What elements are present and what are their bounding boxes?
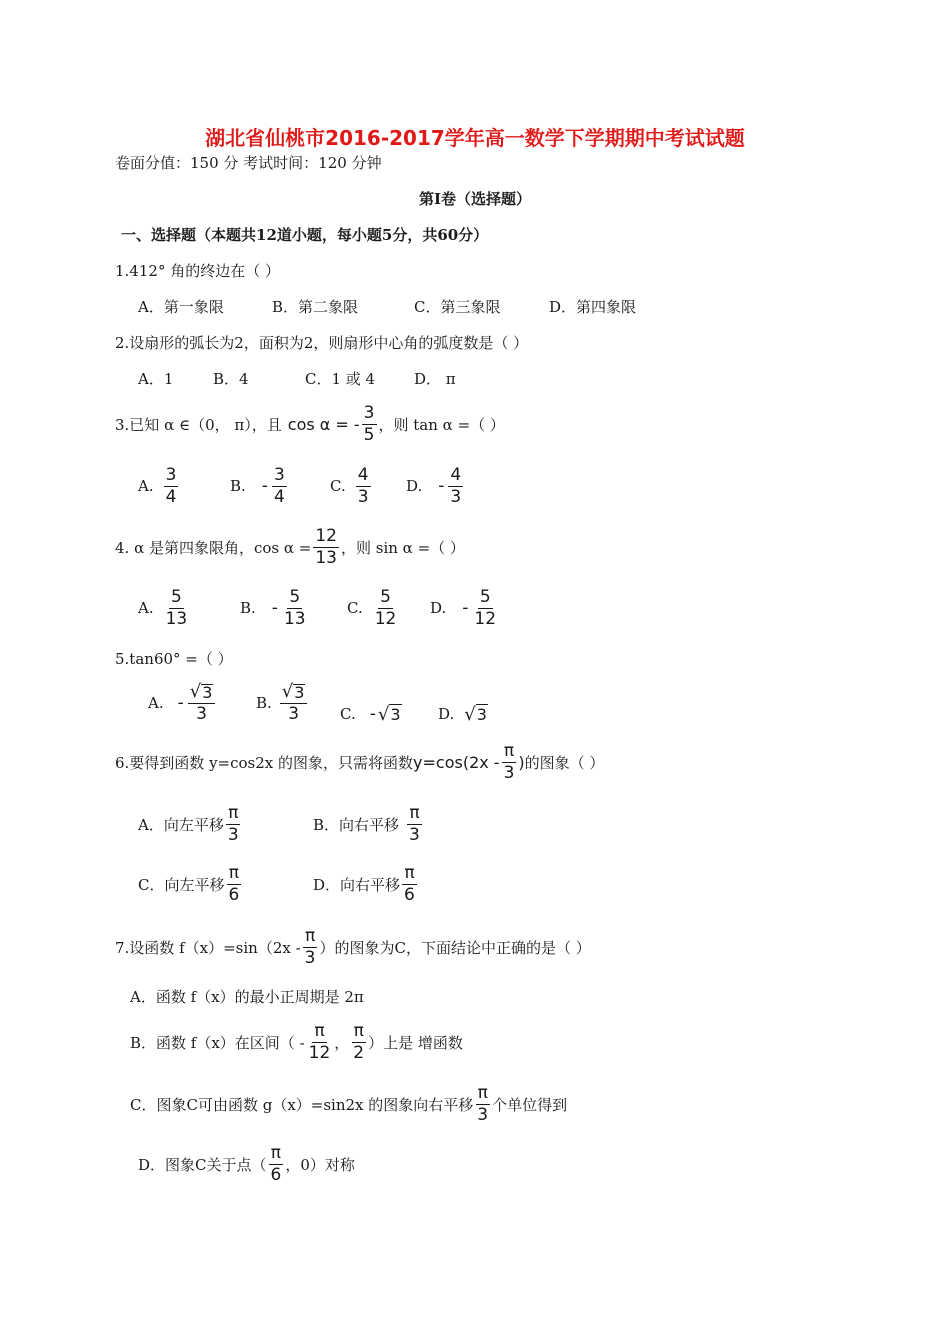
fraction-numerator: 3 xyxy=(363,402,375,423)
fraction-denominator: 2 xyxy=(353,1042,365,1063)
option-fraction xyxy=(280,683,308,723)
option-label: D. xyxy=(406,477,423,495)
q4-stem-post: ，则 sin α =（ ） xyxy=(340,538,465,557)
option-label: A. xyxy=(148,694,164,712)
option-text: D．向右平移 xyxy=(313,875,401,894)
option-fraction-1 xyxy=(307,1020,333,1063)
option-text: B．向右平移 xyxy=(313,815,400,834)
exam-info: 卷面分值：150 分 考试时间：120 分钟 xyxy=(115,154,382,172)
option-label: A. xyxy=(138,599,154,617)
q4-stem xyxy=(115,522,465,572)
fraction-numerator: 3 xyxy=(273,464,285,485)
q5-option-b xyxy=(256,678,309,728)
q3-stem-pre: 3.已知 α ∈（0， π），且 xyxy=(115,415,282,434)
fraction-numerator: π xyxy=(304,925,316,946)
option-radical xyxy=(464,704,488,725)
q4-option-c xyxy=(347,584,400,632)
q3-stem-post: ，则 tan α =（ ） xyxy=(378,415,505,434)
fraction-denominator: 3 xyxy=(357,486,369,507)
fraction-denominator: 3 xyxy=(196,704,207,724)
minus-sign: - xyxy=(271,598,278,618)
fraction-numerator: 4 xyxy=(450,464,462,485)
q1-option-a: A．第一象限 xyxy=(138,298,224,316)
option-label: B. xyxy=(240,599,256,617)
q7-option-a: A．函数 f（x）的最小正周期是 2π xyxy=(130,988,364,1006)
fraction-denominator: 4 xyxy=(165,486,177,507)
option-fraction xyxy=(188,683,216,723)
option-text-post: ，0）对称 xyxy=(285,1155,355,1174)
fraction-numerator: 3 xyxy=(165,464,177,485)
option-label: B. xyxy=(256,694,272,712)
q6-option-a xyxy=(138,800,243,848)
minus-sign: - xyxy=(462,598,469,618)
option-fraction xyxy=(407,802,422,845)
radical-sign: √ xyxy=(189,681,202,702)
fraction-denominator: 13 xyxy=(283,608,306,629)
q7-stem-post: ）的图象为C，下面结论中正确的是（ ） xyxy=(319,938,591,957)
q2-option-d: D． π xyxy=(414,370,456,388)
option-fraction xyxy=(402,862,417,905)
q2-option-b: B．4 xyxy=(213,370,249,388)
q1-stem: 1.412° 角的终边在（ ） xyxy=(115,262,280,280)
q1-option-b: B．第二象限 xyxy=(272,298,359,316)
fraction-denominator: 5 xyxy=(363,424,375,445)
q5-option-d xyxy=(438,694,488,734)
q7-option-b xyxy=(130,1018,463,1066)
radicand: 3 xyxy=(294,682,305,702)
fraction-numerator: 5 xyxy=(289,586,301,607)
option-fraction xyxy=(356,464,371,507)
fraction-numerator xyxy=(280,683,308,704)
option-text-post: 个单位得到 xyxy=(492,1095,568,1114)
option-fraction xyxy=(269,1142,284,1185)
q4-condition-fraction xyxy=(313,525,339,568)
fraction-denominator: 3 xyxy=(477,1104,489,1125)
option-text: C．向左平移 xyxy=(138,875,225,894)
option-label: C. xyxy=(340,705,356,723)
fraction-numerator: π xyxy=(477,1082,488,1103)
q4-option-d xyxy=(430,584,500,632)
q6-function: y=cos(2x - xyxy=(413,752,500,772)
q6-function-fraction xyxy=(502,740,517,783)
option-fraction xyxy=(164,464,179,507)
radicand: 3 xyxy=(202,682,213,702)
option-label: C. xyxy=(330,477,346,495)
option-label: D. xyxy=(438,705,455,723)
q3-option-b xyxy=(230,462,289,510)
fraction-denominator: 6 xyxy=(404,884,415,905)
radicand: 3 xyxy=(390,705,401,724)
option-fraction xyxy=(475,1082,490,1125)
q4-option-b xyxy=(240,584,310,632)
fraction-denominator: 4 xyxy=(273,486,285,507)
option-label: A. xyxy=(138,477,154,495)
fraction-denominator: 6 xyxy=(270,1164,282,1185)
minus-sign: - xyxy=(369,704,376,724)
q2-stem: 2.设扇形的弧长为2，面积为2，则扇形中心角的弧度数是（ ） xyxy=(115,334,529,352)
q6-option-b xyxy=(313,800,424,848)
q7-option-d xyxy=(138,1140,355,1188)
option-label: D. xyxy=(430,599,447,617)
radical-sign: √ xyxy=(464,703,476,725)
q6-option-d xyxy=(313,860,419,908)
option-text-pre: B．函数 f（x）在区间（ - xyxy=(130,1033,305,1052)
q6-stem-post: 的图象（ ） xyxy=(524,753,605,772)
q4-option-a xyxy=(138,584,191,632)
option-fraction xyxy=(226,862,241,905)
q6-stem-pre: 6.要得到函数 y=cos2x 的图象，只需将函数 xyxy=(115,753,414,772)
q3-option-c xyxy=(330,462,373,510)
fraction-numerator: 12 xyxy=(315,525,337,546)
option-text: A．向左平移 xyxy=(138,815,224,834)
fraction-numerator: π xyxy=(409,802,420,823)
fraction-denominator: 3 xyxy=(503,762,515,783)
q6-option-c xyxy=(138,860,243,908)
fraction-denominator: 3 xyxy=(288,704,300,724)
fraction-numerator: π xyxy=(503,740,515,761)
fraction-numerator: π xyxy=(314,1020,325,1041)
fraction-denominator: 3 xyxy=(409,824,420,845)
q2-option-c: C．1 或 4 xyxy=(305,370,376,388)
fraction-denominator: 12 xyxy=(374,608,397,629)
q7-stem-fraction xyxy=(303,925,318,968)
q3-condition: cos α = - xyxy=(287,414,360,434)
fraction-numerator: π xyxy=(270,1142,282,1163)
volume-heading: 第Ⅰ卷（选择题） xyxy=(418,190,532,208)
fraction-denominator: 12 xyxy=(308,1042,331,1063)
radical-sign: √ xyxy=(377,703,390,725)
fraction-numerator: π xyxy=(404,862,415,883)
option-fraction xyxy=(282,586,308,629)
option-fraction xyxy=(448,464,463,507)
q7-stem-pre: 7.设函数 f（x）=sin（2x - xyxy=(115,938,301,957)
fraction-numerator xyxy=(188,683,216,704)
fraction-denominator: 6 xyxy=(228,884,240,905)
option-fraction xyxy=(164,586,190,629)
option-fraction-2 xyxy=(351,1020,366,1063)
q5-option-a xyxy=(148,678,217,728)
fraction-numerator: π xyxy=(228,802,239,823)
q7-stem xyxy=(115,922,591,972)
fraction-denominator: 3 xyxy=(227,824,239,845)
option-fraction xyxy=(472,586,498,629)
option-text-pre: C．图象C可由函数 g（x）=sin2x 的图象向右平移 xyxy=(130,1095,474,1114)
fraction-numerator: 5 xyxy=(171,586,182,607)
minus-sign: - xyxy=(261,476,268,496)
q4-stem-pre: 4. α 是第四象限角，cos α = xyxy=(115,538,312,557)
fraction-denominator: 3 xyxy=(450,486,462,507)
option-text-post: ）上是 增函数 xyxy=(368,1033,463,1052)
q1-option-c: C．第三象限 xyxy=(414,298,501,316)
option-fraction xyxy=(272,464,287,507)
q3-option-d xyxy=(406,462,465,510)
q6-stem xyxy=(115,738,604,786)
minus-sign: - xyxy=(177,693,184,713)
q5-option-c xyxy=(340,694,402,734)
fraction-numerator: 4 xyxy=(357,464,369,485)
radicand: 3 xyxy=(476,705,487,724)
radical-sign: √ xyxy=(281,681,294,702)
option-text-pre: D．图象C关于点（ xyxy=(138,1155,267,1174)
document-title: 湖北省仙桃市2016-2017学年高一数学下学期期中考试试题 xyxy=(205,126,745,150)
option-label: B. xyxy=(230,477,246,495)
q5-stem: 5.tan60° =（ ） xyxy=(115,650,233,668)
section-heading: 一、选择题（本题共12道小题，每小题5分，共60分） xyxy=(121,226,489,244)
fraction-denominator: 3 xyxy=(304,947,316,968)
q3-stem xyxy=(115,400,505,448)
q1-option-d: D．第四象限 xyxy=(549,298,637,316)
fraction-denominator: 13 xyxy=(315,547,337,568)
fraction-denominator: 12 xyxy=(474,608,497,629)
q2-option-a: A．1 xyxy=(138,370,174,388)
fraction-numerator: 5 xyxy=(479,586,491,607)
fraction-numerator: π xyxy=(228,862,240,883)
fraction-numerator: π xyxy=(353,1020,364,1041)
minus-sign: - xyxy=(438,476,445,496)
q3-condition-fraction xyxy=(362,402,377,445)
option-radical xyxy=(378,704,402,725)
q3-option-a xyxy=(138,462,180,510)
q7-option-c xyxy=(130,1080,567,1128)
option-label: C. xyxy=(347,599,363,617)
option-fraction xyxy=(226,802,241,845)
option-fraction xyxy=(373,586,399,629)
fraction-denominator: 13 xyxy=(165,608,188,629)
q6-function-close: ) xyxy=(518,752,525,772)
option-separator: ， xyxy=(334,1033,350,1052)
fraction-numerator: 5 xyxy=(380,586,391,607)
